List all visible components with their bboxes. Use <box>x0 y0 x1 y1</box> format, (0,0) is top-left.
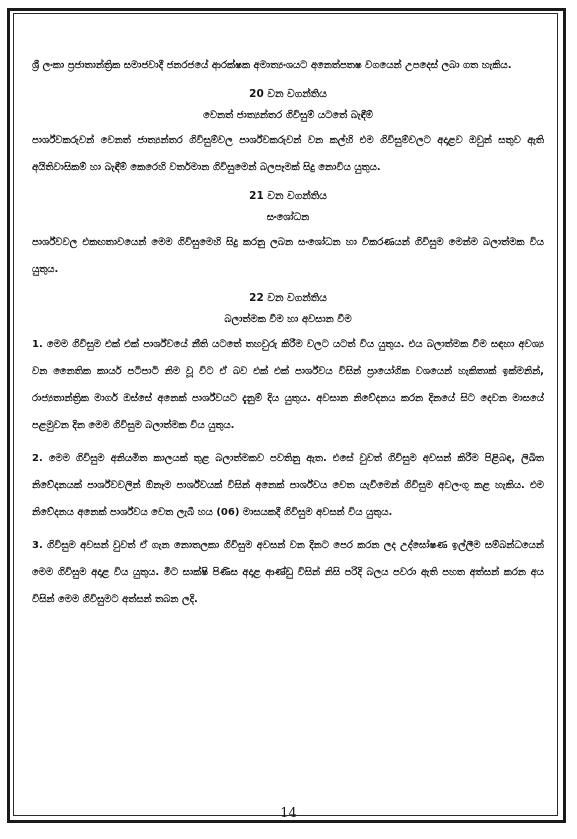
article-21-title: 21 වන වගන්තිය <box>249 190 327 202</box>
article-22-paragraph-3: 3. ගිවිසුම අවසන් වුවත් ඒ ගැන නොතලකා ගිවිසුම අවසන් වන දිනට පෙර කරන ලද උද්ඝෝෂණ ඉල්ලීම සම්බන්ධයෙන් මෙම ගිවිසුම අදාළ විය යුතුය. මීට සාක්ෂි පිණිස අදාළ ආණ්ඩු විසින් නිසි පරිදි බලය පවරා ඇති පහත අත්සන් කරන අය විසින් මෙම ගිවිසුමට අත්සන් තබන ලදි. <box>32 540 544 605</box>
article-21-subtitle: සංශෝධන <box>266 212 310 223</box>
article-21-text: පාර්ශ්වවල එකඟතාවයෙන් මෙම ගිවිසුමෙහි සිදු කරනු ලබන සංශෝධන හා විකරණයන් ගිවිසුම මෙන්ම බලාත්මක විය යුතුය. <box>32 237 544 275</box>
page-number: 14 <box>280 806 297 821</box>
article-22-paragraph-2: 2. මෙම ගිවිසුම අනියමිත කාලයක් තුළ බලාත්මකව පවතිනු ඇත. එසේ වුවත් ගිවිසුම අවසන් කිරීම පිළිබඳ, ලිඛිත නිවේදනයක් පාර්ශ්වවලින් ඕනෑම පාර්ශ්වයක් විසින් අනෙක් පාර්ශ්වය වෙත යැවීමෙන් ගිවිසුම අවලංගු කළ හැකිය. එම නිවේදනය අනෙක් පාර්ශ්වය වෙත ලැබී හය (06) මාසයකදී ගිවිසුම අවසන් විය යුතුය. <box>32 453 544 518</box>
article-20-title: 20 වන වගන්තිය <box>249 88 327 100</box>
article-22-subtitle: බලාත්මක වීම හා අවසාන වීම <box>224 314 352 325</box>
article-22-paragraph-1: 1. මෙම ගිවිසුම එක් එක් පාර්ශ්වයේ නීති යටතේ තහවුරු කිරීම වලට යටත් විය යුතුය. එය බලාත්මක වීම සඳහා අවශ්‍ය වන නෛතික කාර්ය පටිපාටි නිම වූ විට ඒ බව එක් එක් පාර්ශ්වය විසින් ප්‍රායෝගික වශයෙන් හැකිතාක් ඉක්මනින්, රාජ්‍යතාන්ත්‍රික මාර්ග ඔස්සේ අනෙක් පාර්ශ්වයට දැනුම් දිය යුතුය. අවසාන නිවේදනය කරන දිනයේ සිට දෙවන මාසයේ පළමුවන දින මෙම ගිවිසුම බලාත්මක විය යුතුය. <box>32 339 544 431</box>
article-20-subtitle: වෙනත් ජාත්‍යන්තර ගිවිසුම් යටතේ බැඳීම් <box>203 110 373 121</box>
document-body <box>32 52 544 613</box>
intro-paragraph: ශ්‍රී ලංකා ප්‍රජාතාන්ත්‍රික සමාජවාදී ජනරජයේ ආරක්ෂක අමාත්‍යංශයට අනෙත්පතෂ වගයෙන් උපදෙස් ලබා ගත හැකිය. <box>32 60 512 71</box>
article-20-text: පාර්ශ්වකරුවන් වෙනත් ජාත්‍යන්තර ගිවිසුම්වල පාර්ශ්වකරුවන් වන කල්හි එම ගිවිසුම්වලට අදාළව ඔවුන් සතුව ඇති අයිතිවාසිකම් හා බැඳීම් කෙරෙහි වර්තමාන ගිවිසුමෙන් බලපෑමක් සිදු නොවිය යුතුය. <box>32 135 544 173</box>
article-22-title: 22 වන වගන්තිය <box>249 292 327 304</box>
